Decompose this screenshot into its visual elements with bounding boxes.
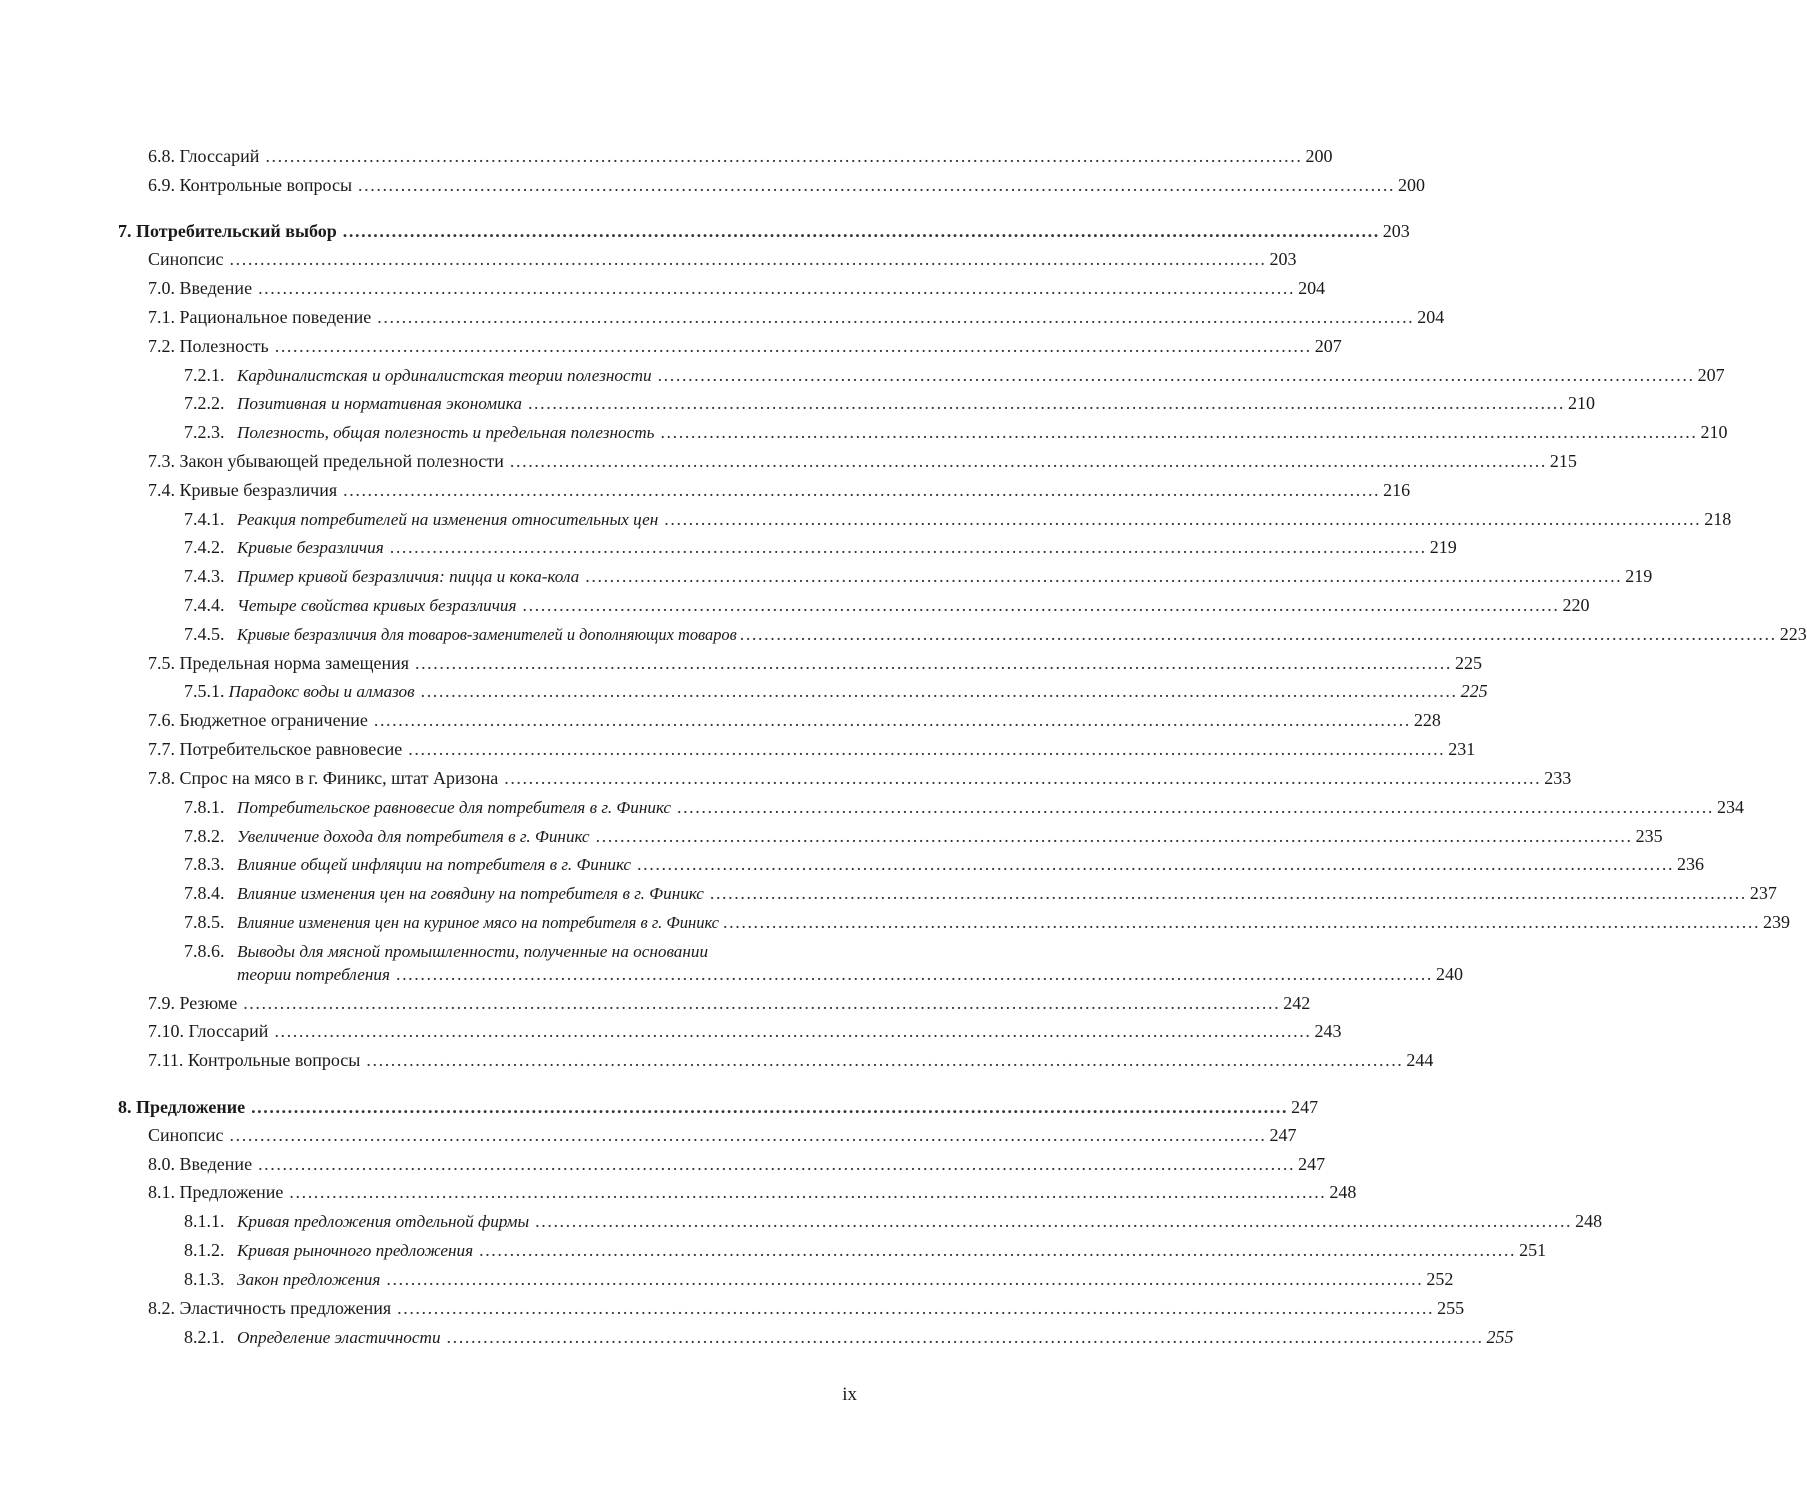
toc-entry-number: 7.8.6. bbox=[184, 941, 225, 961]
page-number: ix bbox=[842, 1384, 857, 1405]
toc-entry-title: Синопсис bbox=[148, 1125, 224, 1145]
toc-subentry bbox=[0, 622, 1807, 646]
dot-leader: .......................................................................................................................................................................... bbox=[535, 1211, 1573, 1231]
toc-entry-page: 255 bbox=[1437, 1298, 1465, 1318]
toc-entry-page: 220 bbox=[1562, 595, 1590, 615]
toc-subentry bbox=[0, 852, 1705, 876]
toc-entry-title: Влияние изменения цен на говядину на потребителя в г. Финикс bbox=[237, 884, 704, 903]
toc-entry-page: 207 bbox=[1314, 336, 1342, 356]
toc-chapter-title: Потребительский выбор bbox=[136, 221, 337, 241]
toc-entry-number: 8.0. bbox=[148, 1154, 175, 1174]
toc-entry-number: 7.10. bbox=[148, 1021, 184, 1041]
toc-entry-page: 210 bbox=[1567, 393, 1595, 413]
toc-subentry bbox=[0, 1267, 1454, 1291]
toc-entry-number: 7.2.2. bbox=[184, 393, 225, 413]
toc-entry-title: Контрольные вопросы bbox=[179, 175, 353, 195]
toc-entry-page: 210 bbox=[1700, 422, 1728, 442]
toc-entry-number: 7.9. bbox=[148, 993, 175, 1013]
toc-entry-page: 233 bbox=[1544, 768, 1572, 788]
toc-entry-number: 7.4.4. bbox=[184, 595, 225, 615]
toc-entry-title: Эластичность предложения bbox=[179, 1298, 392, 1318]
toc-entry-number: 8.2.1. bbox=[184, 1327, 225, 1347]
toc-subentry bbox=[0, 1325, 1514, 1349]
toc-entry-title: Увеличение дохода для потребителя в г. Финикс bbox=[237, 827, 590, 846]
toc-entry bbox=[0, 1180, 1357, 1204]
toc-entry-title: Парадокс воды и алмазов bbox=[228, 682, 415, 701]
toc-entry-title: Кривая рыночного предложения bbox=[237, 1241, 474, 1260]
toc-entry-number: 8.2. bbox=[148, 1298, 175, 1318]
toc-entry-number: 6.9. bbox=[148, 175, 175, 195]
toc-entry-page: 234 bbox=[1716, 797, 1744, 817]
dot-leader: .......................................................................................................................................................................... bbox=[479, 1240, 1517, 1260]
toc-entry-title-continued: теории потребления bbox=[237, 965, 390, 984]
dot-leader: .......................................................................................................................................................................... bbox=[366, 1050, 1404, 1070]
toc-entry-page: 235 bbox=[1635, 826, 1663, 846]
toc-subentry bbox=[0, 593, 1590, 617]
toc-entry bbox=[0, 1296, 1465, 1320]
toc-entry-page: 236 bbox=[1677, 854, 1705, 874]
dot-leader: .......................................................................................................................................................................... bbox=[446, 1327, 1484, 1347]
toc-entry bbox=[0, 1123, 1297, 1147]
toc-entry-number: 7.1. bbox=[148, 307, 175, 327]
toc-entry-title: Кривые безразличия для товаров-заменителей и дополняющих товаров bbox=[237, 625, 737, 644]
toc-entry-title: Синопсис bbox=[148, 249, 224, 269]
dot-leader: .......................................................................................................................................................................... bbox=[358, 175, 1396, 195]
toc-entry-page: 223 bbox=[1779, 624, 1807, 644]
toc-chapter-title: Предложение bbox=[136, 1097, 246, 1117]
dot-leader: .......................................................................................................................................................................... bbox=[395, 964, 1433, 984]
toc-entry-page: 215 bbox=[1549, 451, 1577, 471]
toc-entry-title: Влияние общей инфляции на потребителя в г. Финикс bbox=[237, 855, 632, 874]
toc-entry-number: 8.1.1. bbox=[184, 1211, 225, 1231]
toc-entry bbox=[0, 1152, 1326, 1176]
toc-subentry-continuation bbox=[0, 962, 1463, 986]
dot-leader: .......................................................................................................................................................................... bbox=[243, 993, 1281, 1013]
toc-subentry bbox=[0, 910, 1791, 934]
toc-entry-title: Потребительское равновесие для потребителя в г. Финикс bbox=[237, 798, 671, 817]
toc-subentry bbox=[0, 507, 1732, 531]
toc-entry-number: 8.1. bbox=[148, 1182, 175, 1202]
toc-entry-number: 7.4. bbox=[148, 480, 175, 500]
toc-entry-page: 243 bbox=[1314, 1021, 1342, 1041]
toc-entry-page: 200 bbox=[1305, 146, 1333, 166]
toc-entry-page: 225 bbox=[1460, 681, 1488, 701]
dot-leader: .......................................................................................................................................................................... bbox=[637, 854, 1675, 874]
toc-entry-page: 242 bbox=[1283, 993, 1311, 1013]
toc-entry-page: 248 bbox=[1329, 1182, 1357, 1202]
toc-entry-title: Введение bbox=[179, 1154, 253, 1174]
toc-entry-number: 7.2.3. bbox=[184, 422, 225, 442]
toc-entry-page: 237 bbox=[1749, 883, 1777, 903]
toc-entry-title: Реакция потребителей на изменения относительных цен bbox=[237, 510, 659, 529]
toc-entry-page: 225 bbox=[1454, 653, 1482, 673]
dot-leader: .......................................................................................................................................................................... bbox=[504, 768, 1542, 788]
toc-entry-title: Влияние изменения цен на куриное мясо на потребителя в г. Финикс bbox=[237, 913, 720, 932]
toc-entry-number: 7.11. bbox=[148, 1050, 184, 1070]
toc-entry-page: 203 bbox=[1382, 221, 1410, 241]
toc-entry-number: 6.8. bbox=[148, 146, 175, 166]
toc-entry-title: Позитивная и нормативная экономика bbox=[237, 394, 522, 413]
toc-entry-page: 203 bbox=[1269, 249, 1297, 269]
toc-entry-title: Резюме bbox=[179, 993, 238, 1013]
toc-entry bbox=[0, 478, 1411, 502]
dot-leader: .......................................................................................................................................................................... bbox=[274, 1021, 1312, 1041]
dot-leader: .......................................................................................................................................................................... bbox=[676, 797, 1714, 817]
toc-entry bbox=[0, 991, 1311, 1015]
toc-entry bbox=[0, 1048, 1434, 1072]
toc-entry-page: 219 bbox=[1625, 566, 1653, 586]
toc-entry-page: 204 bbox=[1298, 278, 1326, 298]
dot-leader: .......................................................................................................................................................................... bbox=[509, 451, 1547, 471]
toc-entry-title: Полезность bbox=[179, 336, 269, 356]
toc-entry bbox=[0, 708, 1441, 732]
dot-leader: .......................................................................................................................................................................... bbox=[258, 278, 1296, 298]
toc-entry-page: 228 bbox=[1413, 710, 1441, 730]
toc-entry-title: Закон убывающей предельной полезности bbox=[179, 451, 504, 471]
toc-entry-title: Кривая предложения отдельной фирмы bbox=[237, 1212, 530, 1231]
toc-entry-number: 7.8.4. bbox=[184, 883, 225, 903]
dot-leader: .......................................................................................................................................................................... bbox=[397, 1298, 1435, 1318]
dot-leader: .......................................................................................................................................................................... bbox=[408, 739, 1446, 759]
toc-entry bbox=[0, 144, 1333, 168]
toc-subentry bbox=[0, 795, 1744, 819]
toc-entry-page: 219 bbox=[1429, 537, 1457, 557]
toc-subentry bbox=[0, 420, 1728, 444]
toc-entry-number: 7.8. bbox=[148, 768, 175, 788]
toc-subentry bbox=[0, 363, 1725, 387]
dot-leader: .......................................................................................................................................................................... bbox=[289, 1182, 1327, 1202]
dot-leader: .......................................................................................................................................................................... bbox=[660, 422, 1698, 442]
toc-entry-title: Контрольные вопросы bbox=[187, 1050, 361, 1070]
toc-entry-title: Бюджетное ограничение bbox=[179, 710, 368, 730]
dot-leader: .......................................................................................................................................................................... bbox=[342, 221, 1380, 241]
toc-entry-number: 8.1.3. bbox=[184, 1269, 225, 1289]
toc-entry bbox=[0, 276, 1326, 300]
toc-entry bbox=[0, 334, 1342, 358]
toc-chapter-number: 8. bbox=[118, 1097, 132, 1117]
dot-leader: .......................................................................................................................................................................... bbox=[373, 710, 1411, 730]
toc-entry-number: 7.7. bbox=[148, 739, 175, 759]
toc-entry-page: 204 bbox=[1417, 307, 1445, 327]
toc-chapter-entry bbox=[0, 1095, 1319, 1119]
toc-entry-number: 8.1.2. bbox=[184, 1240, 225, 1260]
toc-entry-number: 7.8.2. bbox=[184, 826, 225, 846]
toc-entry bbox=[0, 766, 1572, 790]
toc-entry-title: Рациональное поведение bbox=[179, 307, 372, 327]
toc-entry-title: Определение эластичности bbox=[237, 1328, 441, 1347]
toc-entry-number: 7.8.3. bbox=[184, 854, 225, 874]
toc-entry-page: 240 bbox=[1435, 964, 1463, 984]
toc-entry-page: 247 bbox=[1298, 1154, 1326, 1174]
toc-entry-page: 248 bbox=[1575, 1211, 1603, 1231]
toc-entry-title: Глоссарий bbox=[179, 146, 260, 166]
toc-entry-page: 231 bbox=[1448, 739, 1476, 759]
toc-chapter-number: 7. bbox=[118, 221, 132, 241]
toc-subentry-multiline bbox=[0, 939, 975, 963]
dot-leader: .......................................................................................................................................................................... bbox=[585, 566, 1623, 586]
toc-entry-page: 239 bbox=[1763, 912, 1791, 932]
toc-entry-title: Спрос на мясо в г. Финикс, штат Аризона bbox=[179, 768, 499, 788]
toc-entry-number: 7.5.1. bbox=[184, 681, 225, 701]
toc-entry-title: Кривые безразличия bbox=[237, 538, 384, 557]
toc-entry-page: 218 bbox=[1704, 509, 1732, 529]
toc-entry-title: Предложение bbox=[179, 1182, 284, 1202]
toc-entry bbox=[0, 1019, 1342, 1043]
toc-entry-title: Кривые безразличия bbox=[179, 480, 338, 500]
toc-entry-title: Полезность, общая полезность и предельная полезность bbox=[237, 423, 655, 442]
toc-entry-title: Глоссарий bbox=[188, 1021, 269, 1041]
toc-entry-number: 7.8.5. bbox=[184, 912, 225, 932]
dot-leader: .......................................................................................................................................................................... bbox=[274, 336, 1312, 356]
dot-leader: .......................................................................................................................................................................... bbox=[664, 509, 1702, 529]
toc-subentry bbox=[0, 679, 1488, 703]
toc-entry-title: Потребительское равновесие bbox=[179, 739, 403, 759]
toc-entry-number: 7.3. bbox=[148, 451, 175, 471]
toc-entry-title: Кардиналистская и ординалистская теории полезности bbox=[237, 366, 652, 385]
toc-subentry bbox=[0, 881, 1777, 905]
toc-entry bbox=[0, 305, 1445, 329]
toc-entry-title: Выводы для мясной промышленности, полученные на основании bbox=[237, 942, 709, 961]
toc-entry-page: 251 bbox=[1519, 1240, 1547, 1260]
toc-subentry bbox=[0, 391, 1595, 415]
dot-leader: .......................................................................................................................................................................... bbox=[377, 307, 1415, 327]
toc-entry-title: Четыре свойства кривых безразличия bbox=[237, 596, 517, 615]
toc-entry bbox=[0, 737, 1476, 761]
toc-subentry bbox=[0, 564, 1653, 588]
toc-entry-page: 216 bbox=[1383, 480, 1411, 500]
dot-leader: .......................................................................................................................................................................... bbox=[265, 146, 1303, 166]
toc-entry bbox=[0, 247, 1297, 271]
toc-entry-title: Закон предложения bbox=[237, 1270, 381, 1289]
toc-entry-page: 247 bbox=[1269, 1125, 1297, 1145]
dot-leader: .......................................................................................................................................................................... bbox=[709, 883, 1747, 903]
toc-entry-number: 7.6. bbox=[148, 710, 175, 730]
toc-entry-number: 7.2. bbox=[148, 336, 175, 356]
toc-entry-title: Пример кривой безразличия: пицца и кока-кола bbox=[237, 567, 580, 586]
toc-subentry bbox=[0, 1209, 1603, 1233]
toc-entry-page: 252 bbox=[1426, 1269, 1454, 1289]
dot-leader: .......................................................................................................................................................................... bbox=[420, 681, 1458, 701]
dot-leader: .......................................................................................................................................................................... bbox=[527, 393, 1565, 413]
dot-leader: .......................................................................................................................................................................... bbox=[657, 365, 1695, 385]
toc-entry bbox=[0, 651, 1482, 675]
toc-entry-number: 7.4.2. bbox=[184, 537, 225, 557]
toc-entry-page: 247 bbox=[1291, 1097, 1319, 1117]
toc-entry-page: 244 bbox=[1406, 1050, 1434, 1070]
toc-subentry bbox=[0, 535, 1457, 559]
toc-entry-title: Введение bbox=[179, 278, 253, 298]
dot-leader: .......................................................................................................................................................................... bbox=[595, 826, 1633, 846]
toc-entry-page: 207 bbox=[1697, 365, 1725, 385]
dot-leader: .......................................................................................................................................................................... bbox=[723, 912, 1761, 932]
toc-entry bbox=[0, 449, 1577, 473]
dot-leader: .......................................................................................................................................................................... bbox=[522, 595, 1560, 615]
dot-leader: .......................................................................................................................................................................... bbox=[414, 653, 1452, 673]
toc-entry-number: 7.8.1. bbox=[184, 797, 225, 817]
dot-leader: .......................................................................................................................................................................... bbox=[229, 249, 1267, 269]
toc-entry-number: 7.4.3. bbox=[184, 566, 225, 586]
dot-leader: .......................................................................................................................................................................... bbox=[251, 1097, 1289, 1117]
toc-entry-page: 200 bbox=[1398, 175, 1426, 195]
dot-leader: .......................................................................................................................................................................... bbox=[389, 537, 1427, 557]
toc-entry-number: 7.0. bbox=[148, 278, 175, 298]
toc-entry-title: Предельная норма замещения bbox=[179, 653, 409, 673]
toc-entry-number: 7.2.1. bbox=[184, 365, 225, 385]
toc-entry bbox=[0, 173, 1426, 197]
dot-leader: .......................................................................................................................................................................... bbox=[343, 480, 1381, 500]
dot-leader: .......................................................................................................................................................................... bbox=[258, 1154, 1296, 1174]
toc-entry-number: 7.4.5. bbox=[184, 624, 225, 644]
dot-leader: .......................................................................................................................................................................... bbox=[229, 1125, 1267, 1145]
toc-entry-page: 255 bbox=[1486, 1327, 1514, 1347]
toc-entry-number: 7.4.1. bbox=[184, 509, 225, 529]
toc-entry-number: 7.5. bbox=[148, 653, 175, 673]
dot-leader: .......................................................................................................................................................................... bbox=[386, 1269, 1424, 1289]
toc-subentry bbox=[0, 1238, 1547, 1262]
toc-chapter-entry bbox=[0, 219, 1410, 243]
dot-leader: .......................................................................................................................................................................... bbox=[739, 624, 1777, 644]
toc-subentry bbox=[0, 824, 1663, 848]
